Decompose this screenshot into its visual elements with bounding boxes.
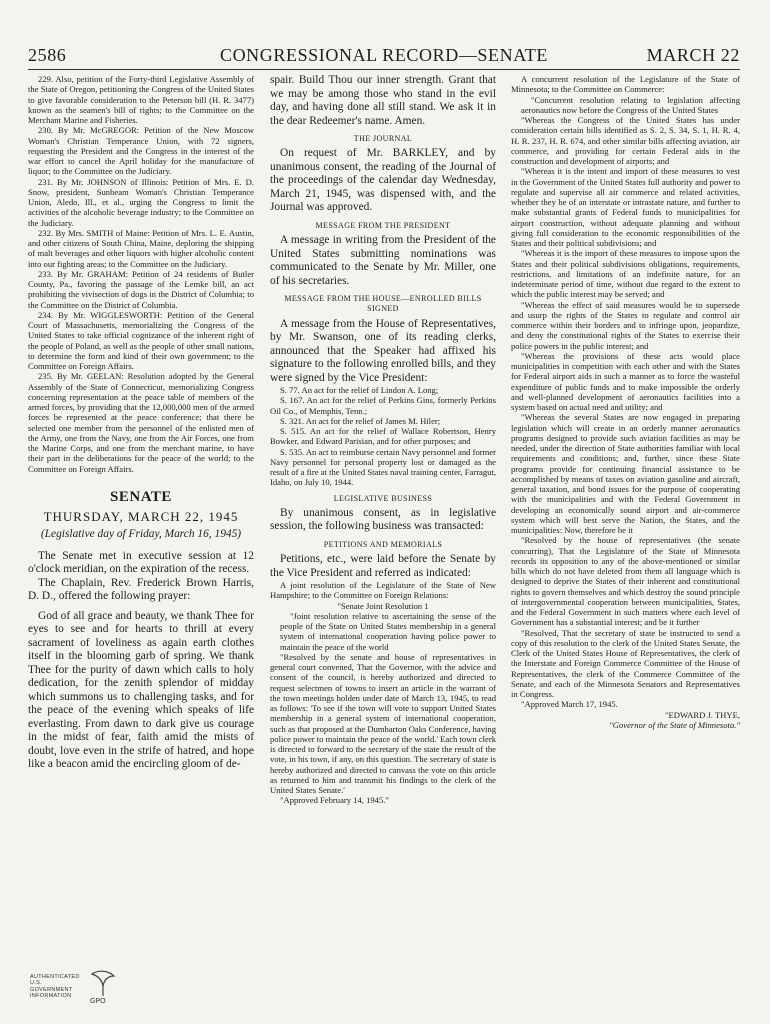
- bill-s167: S. 167. An act for the relief of Perkins Gins, formerly Perkins Oil Co., of Memphis, Tenn.;: [270, 395, 496, 416]
- mn-whereas-2: "Whereas it is the intent and import of these measures to vest in the Government of the United States full authority and power to regulate and supervise all air commerce and related activities, whether they be of an interstate or intrastate nature, and further to make substantial grants of Federal funds to municipalities for airport construction, without adequate planning and without giving full consideration to the economic responsibilities of the States and their political subdivisions; and: [511, 166, 740, 248]
- section-heading-house-message: MESSAGE FROM THE HOUSE—ENROLLED BILLS SIGNED: [284, 294, 482, 314]
- petition-229: 229. Also, petition of the Forty-third Legislative Assembly of the State of Oregon, petitioning the Congress of the United States to give favorable consideration to the Peterson bill (H. R. 3477) known as the seamen's bill of rights; to the Committee on the Merchant Marine and Fisheries.: [28, 74, 254, 125]
- senate-heading: SENATE: [110, 488, 172, 505]
- mn-resolution-heading: "Concurrent resolution relating to legislation affecting aeronautics now before the Congress of the United States: [521, 94, 740, 115]
- section-heading-journal: THE JOURNAL: [353, 134, 413, 143]
- gpo-mark: GPO: [90, 998, 106, 1005]
- bill-s535: S. 535. An act to reimburse certain Navy personnel and former Navy personnel for personal property lost or damaged as the result of a fire at the United States naval training center, Farragut, Idaho, on July 10, 1944.: [270, 446, 496, 488]
- session-date: THURSDAY, MARCH 22, 1945: [43, 509, 239, 524]
- section-heading-petitions: PETITIONS AND MEMORIALS: [323, 539, 443, 549]
- bill-s77: S. 77. An act for the relief of Lindon A. Long;: [280, 385, 439, 395]
- mn-resolved-2: "Resolved, That the secretary of state be instructed to send a copy of this resolution to the clerk of the United States Senate, the Clerk of the United States House of Representatives, the clerk of the Interstate and Foreign Commerce Committee of the House of Representatives, the clerk of the Commerce Committee of the Senate, and each of the Minnesota Senators and Representatives in Congress.: [511, 627, 740, 699]
- mn-resolution-intro: A concurrent resolution of the Legislature of the State of Minnesota; to the Committee on Commerce:: [511, 74, 740, 95]
- header-date: MARCH 22: [646, 45, 740, 65]
- mn-resolved-1: "Resolved by the house of representatives (the senate concurring), That the Legislature of the State of Minnesota records its opposition to any of the above-mentioned or similar bills which do not have deleted from them all language which is designed to deprive the States of their inherent and constitutional rights to govern themselves and which destroy the sound principle of intergovernmental cooperation between municipalities, States, and the Federal Government in such matters where each level of Government has a substantial interest; and be it further: [511, 535, 740, 628]
- mn-signature-name: "EDWARD J. THYE,: [665, 709, 740, 720]
- president-message-paragraph: A message in writing from the President of the United States submitting nominations was communicated to the Senate by Mr. Miller, one of his secretaries.: [270, 234, 496, 287]
- authentication-seal: [30, 968, 120, 1012]
- mn-whereas-5: "Whereas the provisions of these acts would place municipalities in competition with each other and with the States for Federal airport aids in such a manner as to force the wasteful expenditure of public funds and to make impossible the orderly and well-planned development of aeronautics facilities into a system based on actual need and utility; and: [511, 350, 740, 412]
- section-heading-legislative-business: LEGISLATIVE BUSINESS: [333, 493, 433, 503]
- column-1: [28, 74, 254, 772]
- session-opening: The Senate met in executive session at 12 o'clock meridian, on the expiration of the recess.: [28, 549, 254, 576]
- petition-234: 234. By Mr. WIGGLESWORTH: Petition of the General Court of Massachusetts, memorializing the Congress of the United States to take official cognizance of the inherent right of the people of Poland, as well as the people of other small nations, to determine the form and kind of their own government; to the Committee on Foreign Affairs.: [28, 309, 254, 371]
- page-header: [28, 45, 740, 70]
- prayer-continued: spair. Build Thou our inner strength. Grant that we may be among those who stand in the evil day, and having done all still stand. We ask it in the dear Redeemer's name. Amen.: [270, 74, 496, 127]
- publication-title: CONGRESSIONAL RECORD—SENATE: [219, 45, 549, 65]
- mn-whereas-1: "Whereas the Congress of the United States has under consideration certain bills identified as S. 2, S. 34, S. 1, H. R. 4, H. R. 237, H. R. 674, and other similar bills affecting aviation, air commerce, and providing for certain Federal aids in the construction and development of airports; and: [511, 115, 740, 166]
- mn-whereas-6: "Whereas the several States are now engaged in preparing legislation which will create in an orderly manner aeronautics programs designed to provide such aviation facilities as may be needed, under the direction of State authorities familiar with local requirements and conditions; and, further, since these State programs provide for continuing financial assistance to be accomplished by means of taxes on aviation gasoline and aircraft, general taxation, and bond issues for the purpose of cooperating with the municipalities and with the Federal Government in developing an economically sound airport and air-commerce system which will best serve the Nation, the States, and the municipalities: Now, therefore be it: [511, 412, 740, 535]
- nh-resolution-body: "Resolved by the senate and house of representatives in general court convened, That the Governor, with the advice and consent of the council, is hereby authorized and directed to request selectmen of towns to insert an article in the warrant of the town meetings holden under date of March 13, 1945, to read as follows: 'To see if the town will vote to support United States membership in a general system of international cooperation, such as that proposed at the Dumbarton Oaks Conference, having police power to maintain the peace of the world.' Each town clerk is directed to forward to the secretary of the state the result of the vote, in his town, if any, on this question. The secretary of state is hereby authorized and directed to canvass the vote on this article as returned to him and transmit his findings to the clerk of the United States Senate.': [270, 651, 496, 795]
- nh-resolution-intro: A joint resolution of the Legislature of the State of New Hampshire; to the Committee on Foreign Relations:: [270, 580, 496, 601]
- petition-230: 230. By Mr. McGREGOR: Petition of the New Moscow Woman's Christian Temperance Union, with 72 signers, requesting the President and the Congress in the interest of the war effort to cancel the April holiday for the manufacture of liquor; to the Committee on the Judiciary.: [28, 125, 254, 177]
- petition-232: 232. By Mrs. SMITH of Maine: Petition of Mrs. L. E. Austin, and other citizens of South China, Maine, deploring the shipping of malt beverages and other liquors with higher alcoholic content into our fighting areas; to the Committee on the Judiciary.: [28, 227, 254, 269]
- nh-resolution-heading: "Joint resolution relative to ascertaining the sense of the people of the State on United States membership in a general system of international cooperation having police power to maintain the peace of the world: [280, 610, 496, 652]
- journal-paragraph: On request of Mr. BARKLEY, and by unanimous consent, the reading of the Journal of the proceedings of the calendar day Wednesday, March 21, 1945, was dispensed with, and the Journal was approved.: [270, 147, 496, 214]
- bill-s515: S. 515. An act for the relief of Wallace Robertson, Henry Bowker, and Edward Parisian, and for other purposes; and: [270, 426, 496, 447]
- mn-approval: "Approved March 17, 1945.: [521, 699, 618, 710]
- mn-whereas-3: "Whereas it is the import of these measures to impose upon the States and their political subdivisions obligations, requirements, restrictions, and limitations of an indefinite nature, for an indeterminate period of time, without due regard to the extent to which the public interest may be served; and: [511, 248, 740, 300]
- petition-231: 231. By Mr. JOHNSON of Illinois: Petition of Mrs. E. D. Snow, president, Sunbeam Woman's Christian Temperance Union, Aledo, Ill., et al., urging the Congress to limit the activities of the alcoholic beverage industry; to the Committee on the Judiciary.: [28, 176, 254, 228]
- page-number: 2586: [28, 45, 67, 65]
- petition-233: 233. By Mr. GRAHAM: Petition of 24 residents of Butler County, Pa., favoring the passage of the Lemke bill, an act prohibiting the vivisection of dogs in the District of Columbia; to the Committee on the District of Columbia.: [28, 268, 254, 310]
- section-heading-president-message: MESSAGE FROM THE PRESIDENT: [315, 220, 451, 230]
- column-2: [270, 74, 496, 806]
- column-3: [511, 74, 740, 730]
- prayer-text: God of all grace and beauty, we thank Thee for eyes to see and for hearts to thrill at every sacrament of loveliness as again earth clothes itself in the blooming garb of spring. We thank Thee for the purity of dawn which calls to holy dedication, for the zenith splendor of midday which summons us to challenging tasks, and for the peace of the evening which speaks of life everlasting. From dawn to dark give us courage in the midst of fear, faith amid the mists of doubt, love even in the strife of hatred, and hope like a beacon amid the encircling gloom of de-: [28, 609, 254, 771]
- chaplain-intro: The Chaplain, Rev. Frederick Brown Harris, D. D., offered the following prayer:: [28, 576, 254, 603]
- petitions-paragraph: Petitions, etc., were laid before the Senate by the Vice President and referred as indicated:: [270, 553, 496, 579]
- mn-whereas-4: "Whereas the effect of said measures would be to supersede and usurp the rights of the States to regulate and control air commerce within their borders and to infringe upon, jeopardize, and deny the constitutional rights of the States to exercise their police powers in the public interest; and: [511, 299, 740, 351]
- house-message-paragraph: A message from the House of Representatives, by Mr. Swanson, one of its reading clerks, announced that the Speaker had affixed his signature to the following enrolled bills, and they were signed by the Vice President:: [270, 317, 496, 384]
- bill-s321: S. 321. An act for the relief of James M. Hiler;: [280, 415, 441, 426]
- mn-signature-title: "Governor of the State of Minnesota.": [609, 719, 740, 730]
- petition-235: 235. By Mr. GEELAN: Resolution adopted by the General Assembly of the State of Connecticut, memorializing Congress concerning representation at the peace table of members of the armed forces, by providing that the 12,000,000 men of the armed forces be represented at the peace conference; that there be selected one member from the personnel of the enlisted men of the Army, one from the Navy, one from the Air Forces, one from the Marine Corps, and one from the merchant marine, to have their part in the deliberations for the peace of the world; to the Committee on Foreign Affairs.: [28, 371, 254, 474]
- legislative-day: (Legislative day of Friday, March 16, 1945): [40, 528, 242, 541]
- legislative-business-paragraph: By unanimous consent, as in legislative session, the following business was transacted:: [270, 506, 496, 533]
- nh-resolution-approval: "Approved February 14, 1945.": [280, 795, 389, 806]
- nh-resolution-title: "Senate Joint Resolution 1: [337, 600, 429, 611]
- seal-text: AUTHENTICATED U.S. GOVERNMENT INFORMATION: [30, 974, 80, 1000]
